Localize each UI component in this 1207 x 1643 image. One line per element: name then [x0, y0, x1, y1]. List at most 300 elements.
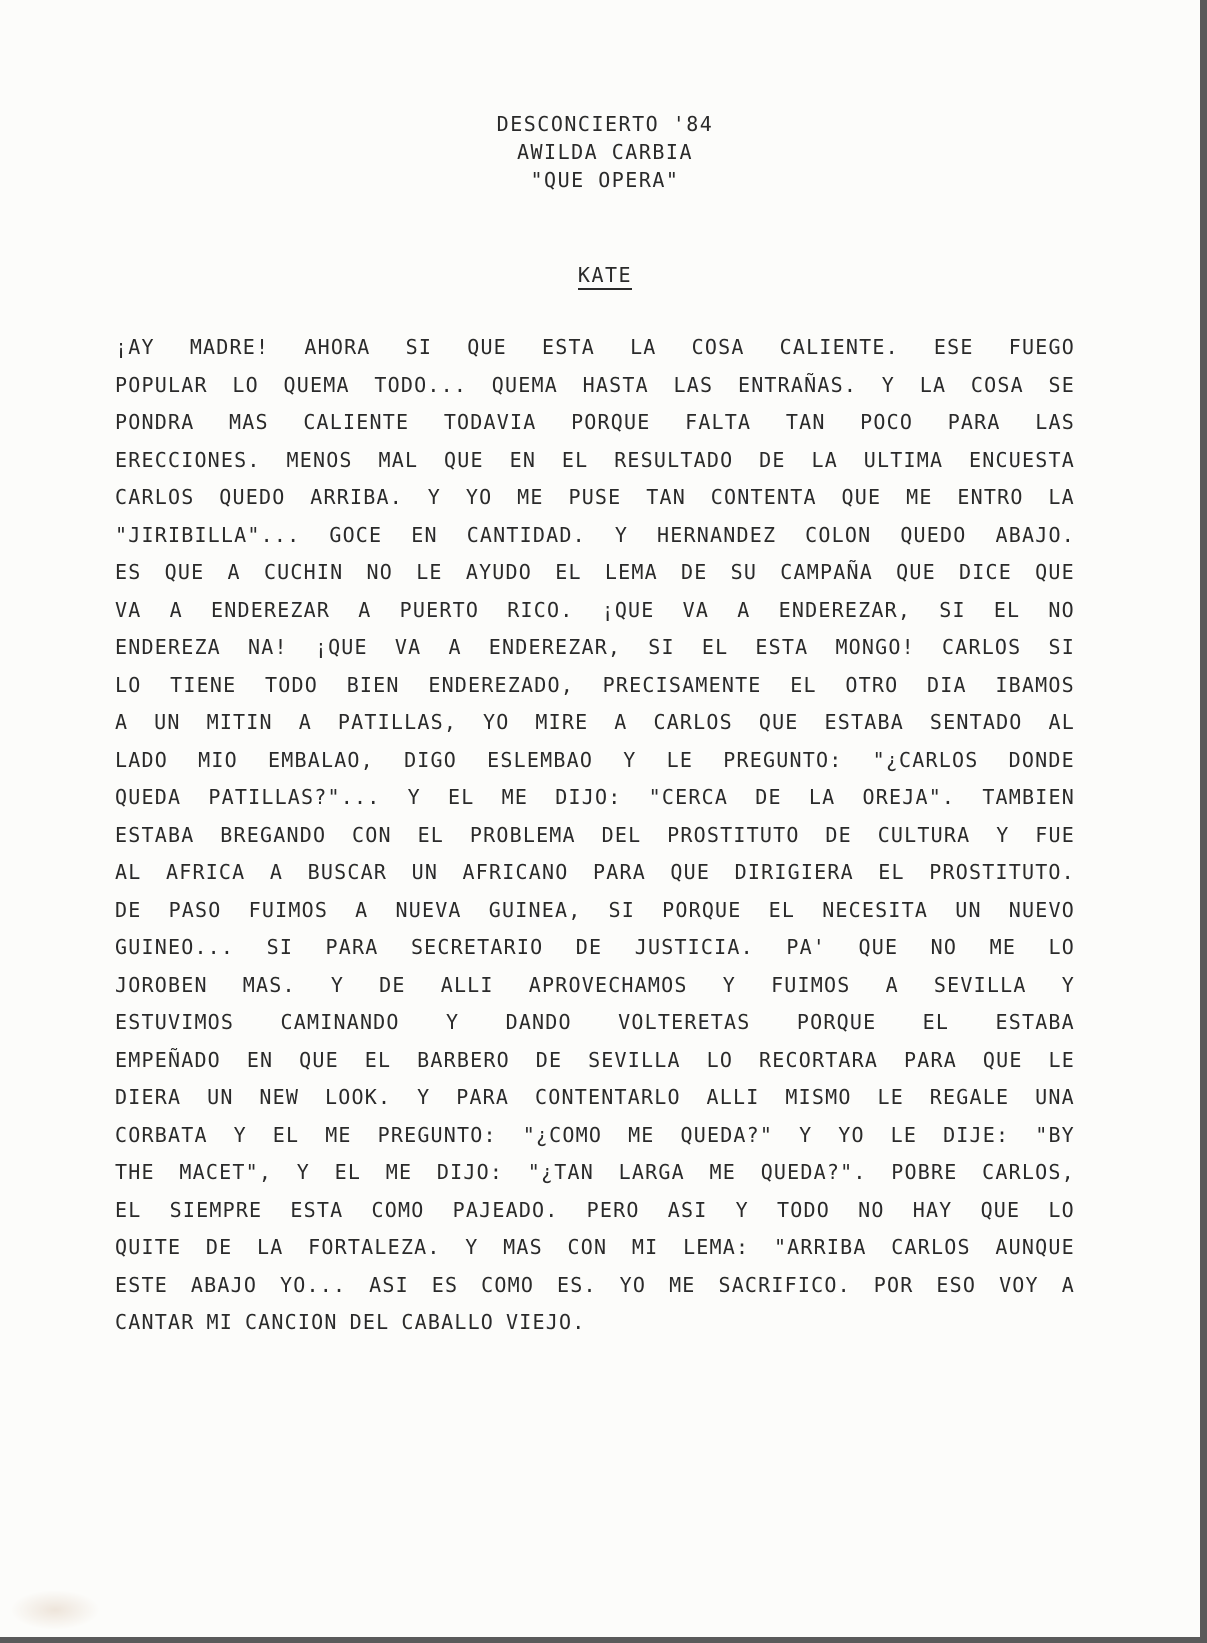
text-word: GUINEO... [115, 935, 235, 959]
text-word: CABALLO [401, 1310, 495, 1334]
text-word: PARA [325, 935, 379, 959]
text-word: ALLI [440, 972, 494, 997]
text-word: CON [567, 1235, 608, 1259]
text-word: CANTAR [115, 1310, 195, 1334]
text-word: VOLTERETAS [618, 1010, 751, 1034]
text-word: DANDO [505, 1010, 572, 1034]
text-word: BUSCAR [307, 860, 388, 884]
text-word: MI [206, 1310, 233, 1334]
text-word: DIGO [404, 747, 458, 772]
text-word: A [358, 597, 372, 622]
text-word: ULTIMA [863, 447, 944, 472]
text-word: A [614, 710, 628, 734]
text-word: MAS. [242, 972, 296, 997]
text-word: PUERTO [399, 597, 480, 622]
text-word: A [115, 710, 129, 734]
text-word: ESTA [755, 635, 809, 659]
text-word: NO [858, 1197, 885, 1222]
text-word: ENDEREZAR, [488, 635, 622, 659]
text-word: QUEDA [115, 785, 182, 809]
text-word: A [169, 597, 183, 622]
text-word: AL [1048, 710, 1075, 734]
text-word: DE [759, 447, 786, 472]
text-word: CANTIDAD. [466, 522, 586, 547]
text-word: YO [619, 1272, 647, 1297]
text-word: QUE [896, 560, 936, 584]
text-word: ABAJO [190, 1272, 258, 1297]
text-word: ALLI [706, 1085, 760, 1109]
text-word: UN [207, 1085, 234, 1109]
text-word: LE [890, 1122, 918, 1147]
text-word: SI [405, 335, 433, 359]
text-word: ES. [557, 1272, 597, 1297]
text-word: PUSE [568, 485, 622, 509]
text-word: PASO [168, 897, 222, 922]
text-word: APROVECHAMOS [528, 972, 688, 997]
text-word: LA [1048, 485, 1075, 509]
text-word: Y [417, 1085, 431, 1109]
text-line [115, 1308, 1075, 1346]
text-word: ABAJO. [995, 522, 1075, 547]
text-word: JUSTICIA. [634, 935, 754, 959]
text-word: POPULAR [115, 372, 208, 397]
text-word: DEL [349, 1310, 390, 1334]
text-word: LARGA [618, 1160, 685, 1184]
text-word: ESO [936, 1272, 977, 1297]
text-word: MAS [503, 1235, 543, 1259]
text-word: YO [482, 710, 510, 734]
text-word: YO [465, 485, 493, 509]
text-word: FUEGO [1008, 335, 1075, 359]
text-word: REGALE [929, 1085, 1010, 1109]
text-word: LOOK. [325, 1085, 392, 1109]
text-word: DICE [958, 560, 1012, 584]
text-word: A [1061, 1272, 1075, 1297]
text-word: DIERA [115, 1085, 182, 1109]
text-word: QUE [164, 560, 205, 584]
text-word: EL [790, 672, 817, 697]
text-word: LA [808, 785, 836, 809]
text-word: SI [608, 897, 636, 922]
text-word: ¡QUE [314, 635, 368, 659]
text-word: Y [799, 1122, 813, 1147]
text-word: ENDEREZAR, [778, 597, 912, 622]
text-word: A [355, 897, 369, 922]
text-word: CANCION [244, 1310, 338, 1334]
text-word: TIENE [170, 672, 237, 697]
text-word: NO [1048, 597, 1075, 622]
text-word: ESTA [290, 1197, 344, 1222]
text-word: PARA [947, 410, 1001, 434]
text-word: EL [701, 635, 729, 659]
text-word: ARRIBA. [310, 485, 403, 509]
text-word: PROSTITUTO [667, 822, 800, 847]
text-line [115, 521, 1075, 559]
text-line [115, 746, 1075, 784]
text-line [115, 821, 1075, 859]
text-word: UN [955, 897, 982, 922]
text-word: THE [115, 1160, 155, 1184]
text-line [115, 633, 1075, 671]
text-word: QUE [858, 935, 899, 959]
text-word: HAY [912, 1197, 953, 1222]
text-word: CORBATA [115, 1122, 208, 1147]
text-word: QUEDO [219, 485, 286, 509]
text-word: PATILLAS?"... [208, 785, 381, 809]
text-word: UNA [1035, 1085, 1075, 1109]
text-word: ESTE [115, 1272, 168, 1297]
text-word: SU [730, 560, 758, 584]
text-word: TODO [777, 1197, 830, 1222]
text-word: LA [919, 372, 947, 397]
text-line [115, 408, 1075, 446]
text-word: MADRE! [189, 335, 270, 359]
text-word: EL [364, 1047, 392, 1072]
text-word: ENCUESTA [969, 447, 1075, 472]
text-word: NO [366, 560, 394, 584]
text-word: GOCE [329, 522, 383, 547]
text-word: QUE [841, 485, 882, 509]
text-word: ENDEREZADO, [428, 672, 574, 697]
text-word: SENTADO [929, 710, 1023, 734]
text-line [115, 483, 1075, 521]
text-word: QUITE [115, 1235, 182, 1259]
scan-border-bottom [0, 1637, 1207, 1643]
text-word: PARA [592, 860, 646, 884]
text-word: TAN [785, 410, 826, 434]
text-word: LA [630, 335, 657, 359]
text-word: ENDEREZA [115, 635, 221, 659]
text-word: OTRO [845, 672, 899, 697]
text-word: MAL [378, 447, 419, 472]
text-word: PREGUNTO: [377, 1122, 497, 1147]
text-word: LEMA: [683, 1235, 750, 1259]
text-line [115, 858, 1075, 896]
text-word: EL [922, 1010, 950, 1034]
text-word: LO [1048, 1197, 1075, 1222]
text-word: EL [334, 1160, 362, 1184]
text-word: NEW [259, 1085, 300, 1109]
text-word: Y [296, 1160, 310, 1184]
text-word: NA! [248, 635, 288, 659]
text-word: COSA [691, 335, 745, 359]
text-word: POR [873, 1272, 914, 1297]
text-word: SIEMPRE [169, 1197, 263, 1222]
text-word: LO [115, 672, 142, 697]
text-word: EN [246, 1047, 274, 1072]
text-word: SI [1048, 635, 1075, 659]
text-word: "¿CARLOS [872, 747, 979, 772]
text-word: ENTRO [957, 485, 1024, 509]
text-word: Y [446, 1010, 460, 1034]
text-word: PROSTITUTO. [929, 860, 1075, 884]
text-word: QUEMA [283, 372, 350, 397]
text-word: EL [417, 822, 445, 847]
text-line [115, 896, 1075, 934]
text-word: SE [1048, 372, 1075, 397]
text-word: DEL [601, 822, 642, 847]
text-word: MIO [198, 747, 238, 772]
text-word: FUIMOS [771, 972, 851, 997]
text-word: FORTALEZA. [308, 1235, 441, 1259]
text-word: PAJEADO. [452, 1197, 559, 1222]
header-subtitle: "QUE OPERA" [530, 168, 680, 192]
text-word: Y [330, 972, 345, 997]
text-word: NUEVO [1008, 897, 1075, 922]
text-word: FUE [1035, 822, 1075, 847]
text-word: DE [379, 972, 406, 997]
text-line [115, 1271, 1075, 1309]
text-word: CAMINANDO [280, 1010, 400, 1034]
text-word: ESTABA [115, 822, 195, 847]
text-word: PREGUNTO: [723, 747, 843, 772]
text-line [115, 1083, 1075, 1121]
text-word: Y [735, 1197, 749, 1222]
text-word: ENTRAÑAS. [737, 372, 858, 397]
text-word: EL [272, 1122, 300, 1147]
text-word: HASTA [582, 372, 649, 397]
text-word: QUE [980, 1197, 1021, 1222]
text-word: ESLEMBAO [487, 747, 594, 772]
text-word: A [269, 860, 284, 884]
text-word: CAMPAÑA [780, 560, 873, 584]
text-word: DE [575, 935, 603, 959]
text-word: PATILLAS, [337, 710, 458, 734]
text-word: ASI [667, 1197, 708, 1222]
text-word: PRECISAMENTE [602, 672, 762, 697]
text-word: MIRE [535, 710, 589, 734]
text-word: AFRICA [165, 860, 246, 884]
monologue-text [115, 333, 1075, 1346]
text-word: CONTENTARLO [535, 1085, 681, 1109]
text-word: EN [411, 522, 438, 547]
text-word: QUE [444, 447, 484, 472]
scan-border-right [1200, 0, 1207, 1643]
text-word: CON [352, 822, 392, 847]
text-word: ESTUVIMOS [115, 1010, 235, 1034]
text-word: EL [878, 860, 905, 884]
text-word: Y [614, 522, 629, 547]
text-word: PORQUE [571, 410, 651, 434]
text-word: "BY [1035, 1122, 1075, 1147]
text-word: A [298, 710, 312, 734]
text-word: TODO... [374, 372, 468, 397]
text-word: CARLOS [941, 635, 1022, 659]
text-word: VA [115, 597, 142, 622]
text-word: MITIN [206, 710, 273, 734]
text-word: COSA [970, 372, 1024, 397]
text-word: CALIENTE [303, 410, 410, 434]
text-line [115, 596, 1075, 634]
text-word: CARLOS [115, 485, 195, 509]
text-word: CARLOS [653, 710, 733, 734]
text-word: NECESITA [822, 897, 929, 922]
text-word: Y [881, 372, 896, 397]
text-word: SEVILLA [588, 1047, 681, 1072]
text-word: AYUDO [465, 560, 533, 584]
text-word: EL [993, 597, 1021, 622]
text-word: PARA [904, 1047, 957, 1072]
text-word: A [227, 560, 241, 584]
text-word: VA [394, 635, 422, 659]
text-word: "¿COMO [522, 1122, 603, 1147]
text-word: A [737, 597, 751, 622]
text-word: DIJE: [943, 1122, 1010, 1147]
text-word: ME [501, 785, 529, 809]
text-word: COMO [371, 1197, 425, 1222]
text-word: EL [115, 1197, 142, 1222]
text-word: "¿TAN [527, 1160, 595, 1184]
text-word: QUEDA?" [680, 1122, 774, 1147]
text-line [115, 1046, 1075, 1084]
text-line [115, 783, 1075, 821]
text-word: FALTA [685, 410, 752, 434]
text-word: ENDEREZAR [210, 597, 331, 622]
text-word: Y [465, 1235, 479, 1259]
text-word: DIA [927, 672, 967, 697]
text-word: DE [755, 785, 782, 809]
header-author: AWILDA CARBIA [516, 140, 694, 164]
text-word: PROBLEMA [469, 822, 576, 847]
text-line [115, 1008, 1075, 1046]
text-word: Y [1061, 972, 1075, 997]
text-word: ME [517, 485, 544, 509]
header-title: DESCONCIERTO '84 [496, 112, 714, 136]
text-word: IBAMOS [995, 672, 1075, 697]
character-name [560, 262, 650, 288]
text-word: DE [205, 1235, 233, 1259]
text-word: YO... [280, 1272, 347, 1297]
character-name-label: KATE [578, 263, 632, 290]
text-word: GUINEA, [488, 897, 582, 922]
text-word: ESTABA [824, 710, 904, 734]
text-word: MISMO [785, 1085, 852, 1109]
text-word: JOROBEN [115, 972, 208, 997]
text-word: ME [325, 1122, 352, 1147]
text-word: EL [448, 785, 475, 809]
text-line [115, 1233, 1075, 1271]
text-word: Y [623, 747, 637, 772]
text-word: LE [416, 560, 443, 584]
text-word: ¡QUE [601, 597, 655, 622]
text-line [115, 671, 1075, 709]
text-word: ¡AY [115, 335, 155, 359]
text-word: SEVILLA [933, 972, 1027, 997]
text-word: ME [669, 1272, 696, 1297]
text-word: PORQUE [796, 1010, 877, 1034]
text-word: QUEDA?". [760, 1160, 867, 1184]
text-word: PORQUE [662, 897, 742, 922]
text-word: ES [115, 560, 142, 584]
text-word: BARBERO [417, 1047, 510, 1072]
text-word: LE [666, 747, 694, 772]
text-word: SI [939, 597, 966, 622]
text-word: SI [648, 635, 675, 659]
text-word: QUEDO [900, 522, 967, 547]
text-word: LAS [673, 372, 714, 397]
text-word: QUE [670, 860, 711, 884]
text-word: BIEN [346, 672, 400, 697]
text-word: SI [266, 935, 294, 959]
text-word: MONGO! [835, 635, 915, 659]
text-word: LO [706, 1047, 734, 1072]
text-word: MAS [229, 410, 269, 434]
text-word: QUE [982, 1047, 1023, 1072]
text-line [115, 971, 1075, 1009]
text-word: HERNANDEZ [657, 522, 777, 547]
text-word: DIRIGIERA [734, 860, 854, 884]
text-word: AUNQUE [995, 1235, 1075, 1259]
text-line [115, 1121, 1075, 1159]
text-word: DIJO: [555, 785, 622, 809]
text-word: FUIMOS [248, 897, 329, 922]
text-word: TAMBIEN [982, 785, 1075, 809]
text-word: ME [989, 935, 1017, 959]
text-word: A [448, 635, 462, 659]
text-word: DE [680, 560, 708, 584]
text-word: POBRE [891, 1160, 958, 1184]
text-word: CULTURA [877, 822, 971, 847]
text-word: MI [631, 1235, 659, 1259]
text-word: UN [411, 860, 439, 884]
text-word: ESE [933, 335, 974, 359]
text-word: EL [768, 897, 796, 922]
text-word: YO [838, 1122, 865, 1147]
text-word: ESTABA [995, 1010, 1075, 1034]
text-word: NO [930, 935, 958, 959]
text-line [115, 558, 1075, 596]
text-word: SACRIFICO. [718, 1272, 851, 1297]
text-word: LAS [1035, 410, 1075, 434]
text-word: DE [535, 1047, 563, 1072]
text-line [115, 933, 1075, 971]
text-word: DE [115, 897, 142, 922]
text-word: EN [509, 447, 537, 472]
text-word: ESTA [542, 335, 595, 359]
text-word: BREGANDO [220, 822, 327, 847]
text-line [115, 446, 1075, 484]
text-word: CALIENTE. [779, 335, 899, 359]
text-word: ME [385, 1160, 413, 1184]
text-word: AL [115, 860, 142, 884]
text-word: CUCHIN [263, 560, 344, 584]
text-word: LEMA [604, 560, 658, 584]
text-word: ME [906, 485, 933, 509]
text-word: COLON [805, 522, 872, 547]
text-line [115, 708, 1075, 746]
text-word: PA' [786, 935, 827, 959]
text-word: ME [628, 1122, 655, 1147]
text-word: LO [1048, 935, 1075, 959]
text-word: RESULTADO [614, 447, 734, 472]
text-word: LADO [115, 747, 168, 772]
text-word: TODO [265, 672, 319, 697]
text-word: OREJA". [862, 785, 956, 809]
text-word: Y [722, 972, 736, 997]
text-word: EL [561, 447, 589, 472]
text-word: RECORTARA [758, 1047, 879, 1072]
text-word: TODAVIA [443, 410, 537, 434]
text-word: Y [427, 485, 442, 509]
text-word: QUE [1035, 560, 1075, 584]
text-word: EL [555, 560, 582, 584]
text-word: RICO. [507, 597, 574, 622]
text-word: AFRICANO [462, 860, 569, 884]
text-word: DIJO: [436, 1160, 504, 1184]
text-word: ES [431, 1272, 459, 1297]
text-word: EMPEÑADO [115, 1047, 221, 1072]
text-word: QUE [299, 1047, 339, 1072]
